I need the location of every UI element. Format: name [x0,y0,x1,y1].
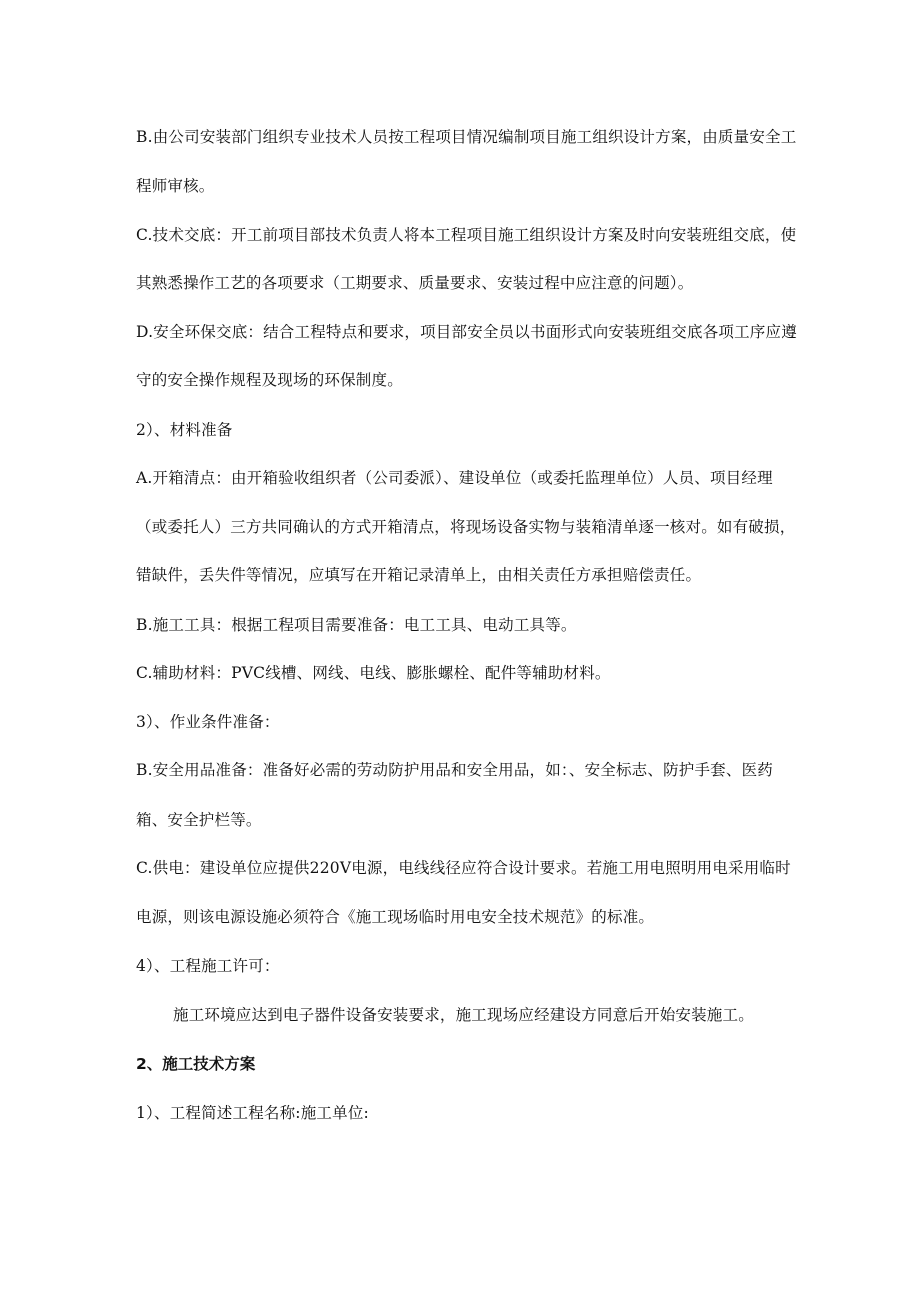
paragraph-line: 守的安全操作规程及现场的环保制度。 [136,371,403,389]
paragraph-line: （或委托人）三方共同确认的方式开箱清点，将现场设备实物与装箱清单逐一核对。如有破损， [136,518,796,536]
paragraph-line: 错缺件，丢失件等情况，应填写在开箱记录清单上，由相关责任方承担赔偿责任。 [136,566,702,584]
subsection-title: 3）、作业条件准备： [136,713,280,731]
paragraph-line: C.技术交底：开工前项目部技术负责人将本工程项目施工组织设计方案及时向安装班组交底，使 [136,226,797,244]
paragraph-line: B.由公司安装部门组织专业技术人员按工程项目情况编制项目施工组织设计方案，由质量安全工 [136,128,797,146]
paragraph-line: C.辅助材料：PVC线槽、网线、电线、膨胀螺栓、配件等辅助材料。 [136,664,611,682]
subsection-title: 4）、工程施工许可： [136,957,280,975]
paragraph-line: B.安全用品准备：准备好必需的劳动防护用品和安全用品，如：、安全标志、防护手套、医药 [136,761,773,779]
paragraph-line: 箱、安全护栏等。 [136,811,262,829]
paragraph-line: 施工环境应达到电子器件设备安装要求，施工现场应经建设方同意后开始安装施工。 [173,1006,754,1024]
paragraph-line: B.施工工具：根据工程项目需要准备：电工工具、电动工具等。 [136,616,577,634]
paragraph-line: D.安全环保交底：结合工程特点和要求，项目部安全员以书面形式向安装班组交底各项工序应遵 [136,323,797,341]
subsection-title: 2）、材料准备 [136,421,233,439]
section-heading: 2、施工技术方案 [136,1055,256,1073]
subsection-title: 1）、工程简述工程名称:施工单位: [136,1104,369,1122]
paragraph-line: 其熟悉操作工艺的各项要求（工期要求、质量要求、安装过程中应注意的问题）。 [136,274,694,292]
paragraph-line: C.供电：建设单位应提供220V电源，电线线径应符合设计要求。若施工用电照明用电采用临时 [136,859,791,877]
paragraph-line: A.开箱清点：由开箱验收组织者（公司委派）、建设单位（或委托监理单位）人员、项目经理 [136,469,773,487]
paragraph-line: 电源，则该电源设施必须符合《施工现场临时用电安全技术规范》的标准。 [136,908,655,926]
paragraph-line: 程师审核。 [136,177,215,195]
